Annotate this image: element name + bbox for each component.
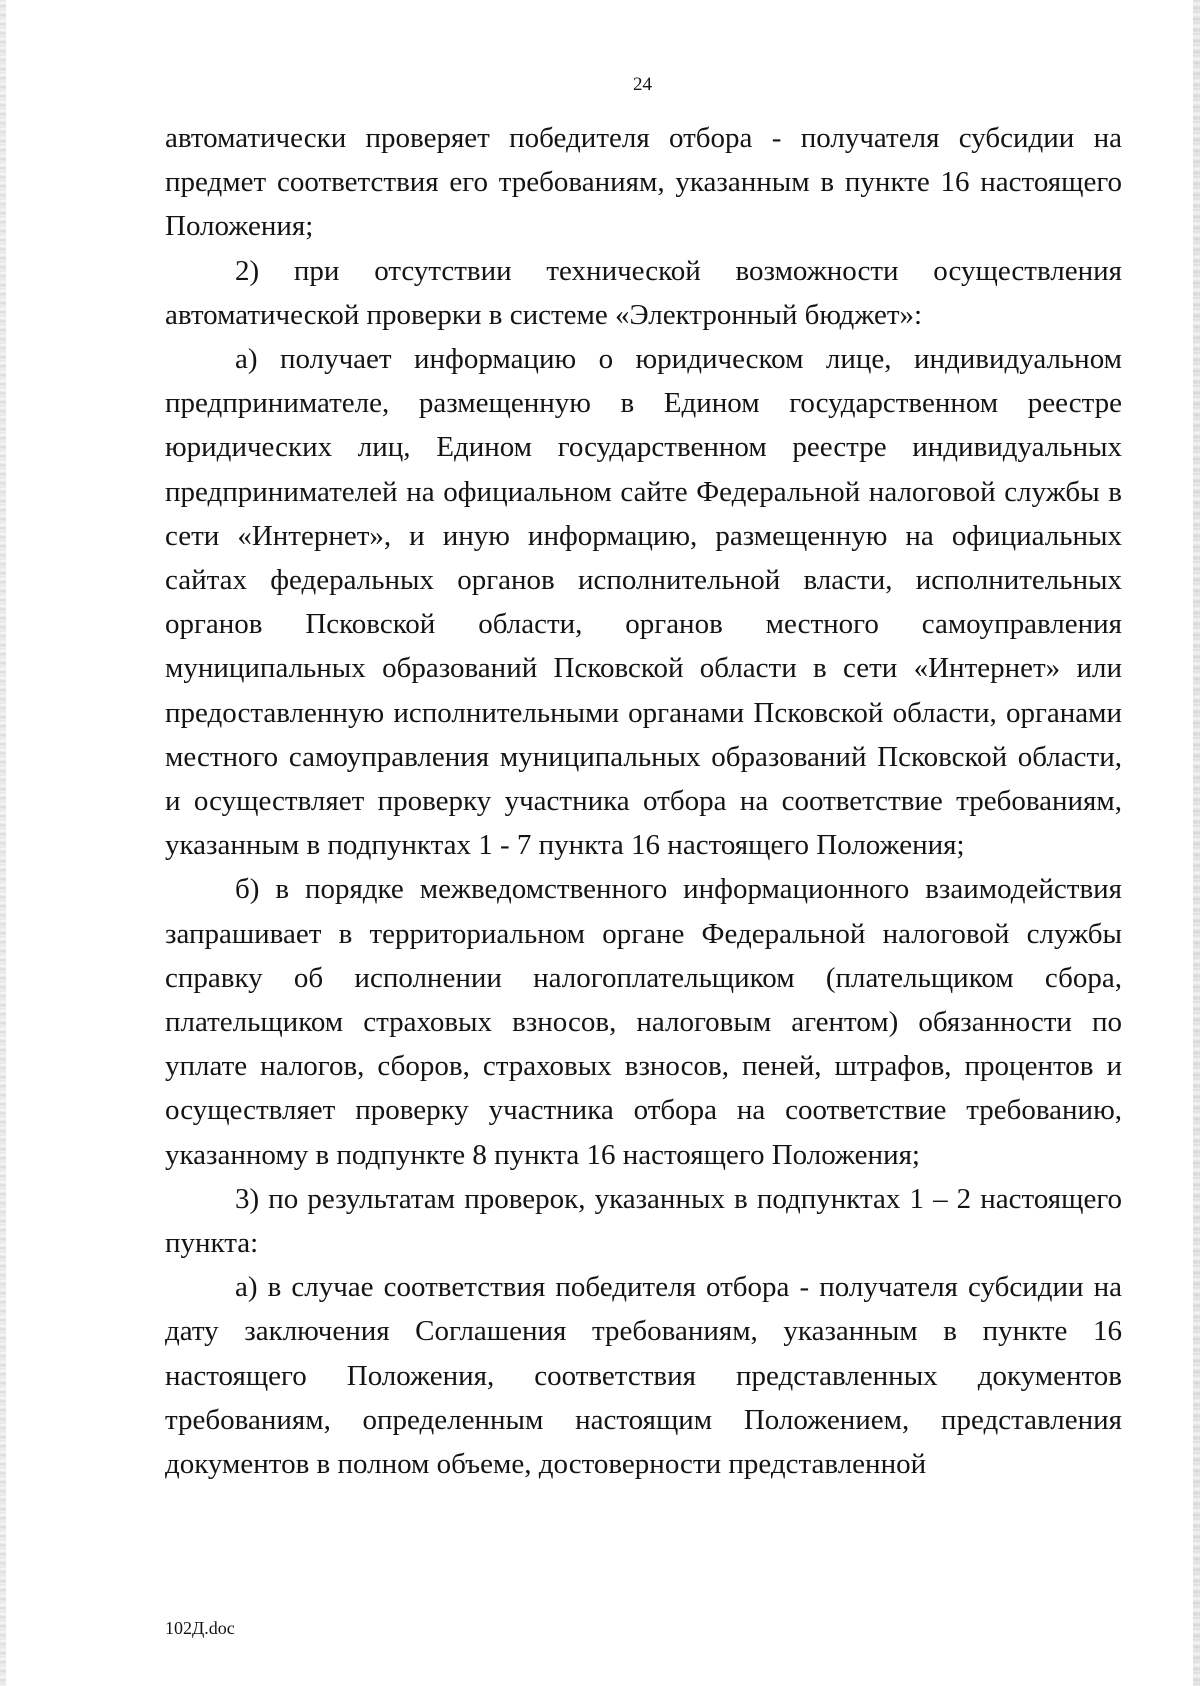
paragraph-item-2: 2) при отсутствии технической возможности осуществления автоматической проверки в системе «Электронный бюджет»: [165,254,1122,331]
page-number: 24 [633,74,652,95]
paragraph-continuation: автоматически проверяет победителя отбора - получателя субсидии на предмет соответствия его требованиям, указанным в пункте 16 настоящего Положения; [165,122,1122,243]
paragraph-subitem-a: а) получает информацию о юридическом лице, индивидуальном предпринимателе, размещенную в Едином государственном реестре юридических лиц, Едином государственном реестре индивидуальных предпринимателей на официальном сайте Федеральной налоговой службы в сети «Интернет», и иную информацию, размещенную на официальных сайтах федеральных органов исполнительной власти, исполнительных органов Псковской области, органов местного самоуправления муниципальных образований Псковской области в сети «Интернет» или предоставленную исполнительными органами Псковской области, органами местного самоуправления муниципальных образований Псковской области, и осуществляет проверку участника отбора на соответствие требованиям, указанным в подпунктах 1 - 7 пункта 16 настоящего Положения; [165,343,1122,862]
document-body [165,116,1122,1486]
scan-edge-left [0,0,6,1686]
footer-filename: 102Д.doc [165,1618,235,1638]
paragraph-item-3: 3) по результатам проверок, указанных в подпунктах 1 – 2 настоящего пункта: [165,1182,1122,1260]
paragraph-subitem-b: б) в порядке межведомственного информационного взаимодействия запрашивает в территориальном органе Федеральной налоговой службы справку об исполнении налогоплательщиком (плательщиком сбора, плательщиком страховых взносов, налоговым агентом) обязанности по уплате налогов, сборов, страховых взносов, пеней, штрафов, процентов и осуществляет проверку участника отбора на соответствие требованию, указанному в подпункте 8 пункта 16 настоящего Положения; [165,873,1122,1171]
scan-edge-right [1193,0,1200,1686]
paragraph-subitem-a-2: а) в случае соответствия победителя отбора - получателя субсидии на дату заключения Соглашения требованиям, указанным в пункте 16 настоящего Положения, соответствия представленных документов требованиям, определенным настоящим Положением, представления документов в полном объеме, достоверности представленной [165,1271,1122,1481]
